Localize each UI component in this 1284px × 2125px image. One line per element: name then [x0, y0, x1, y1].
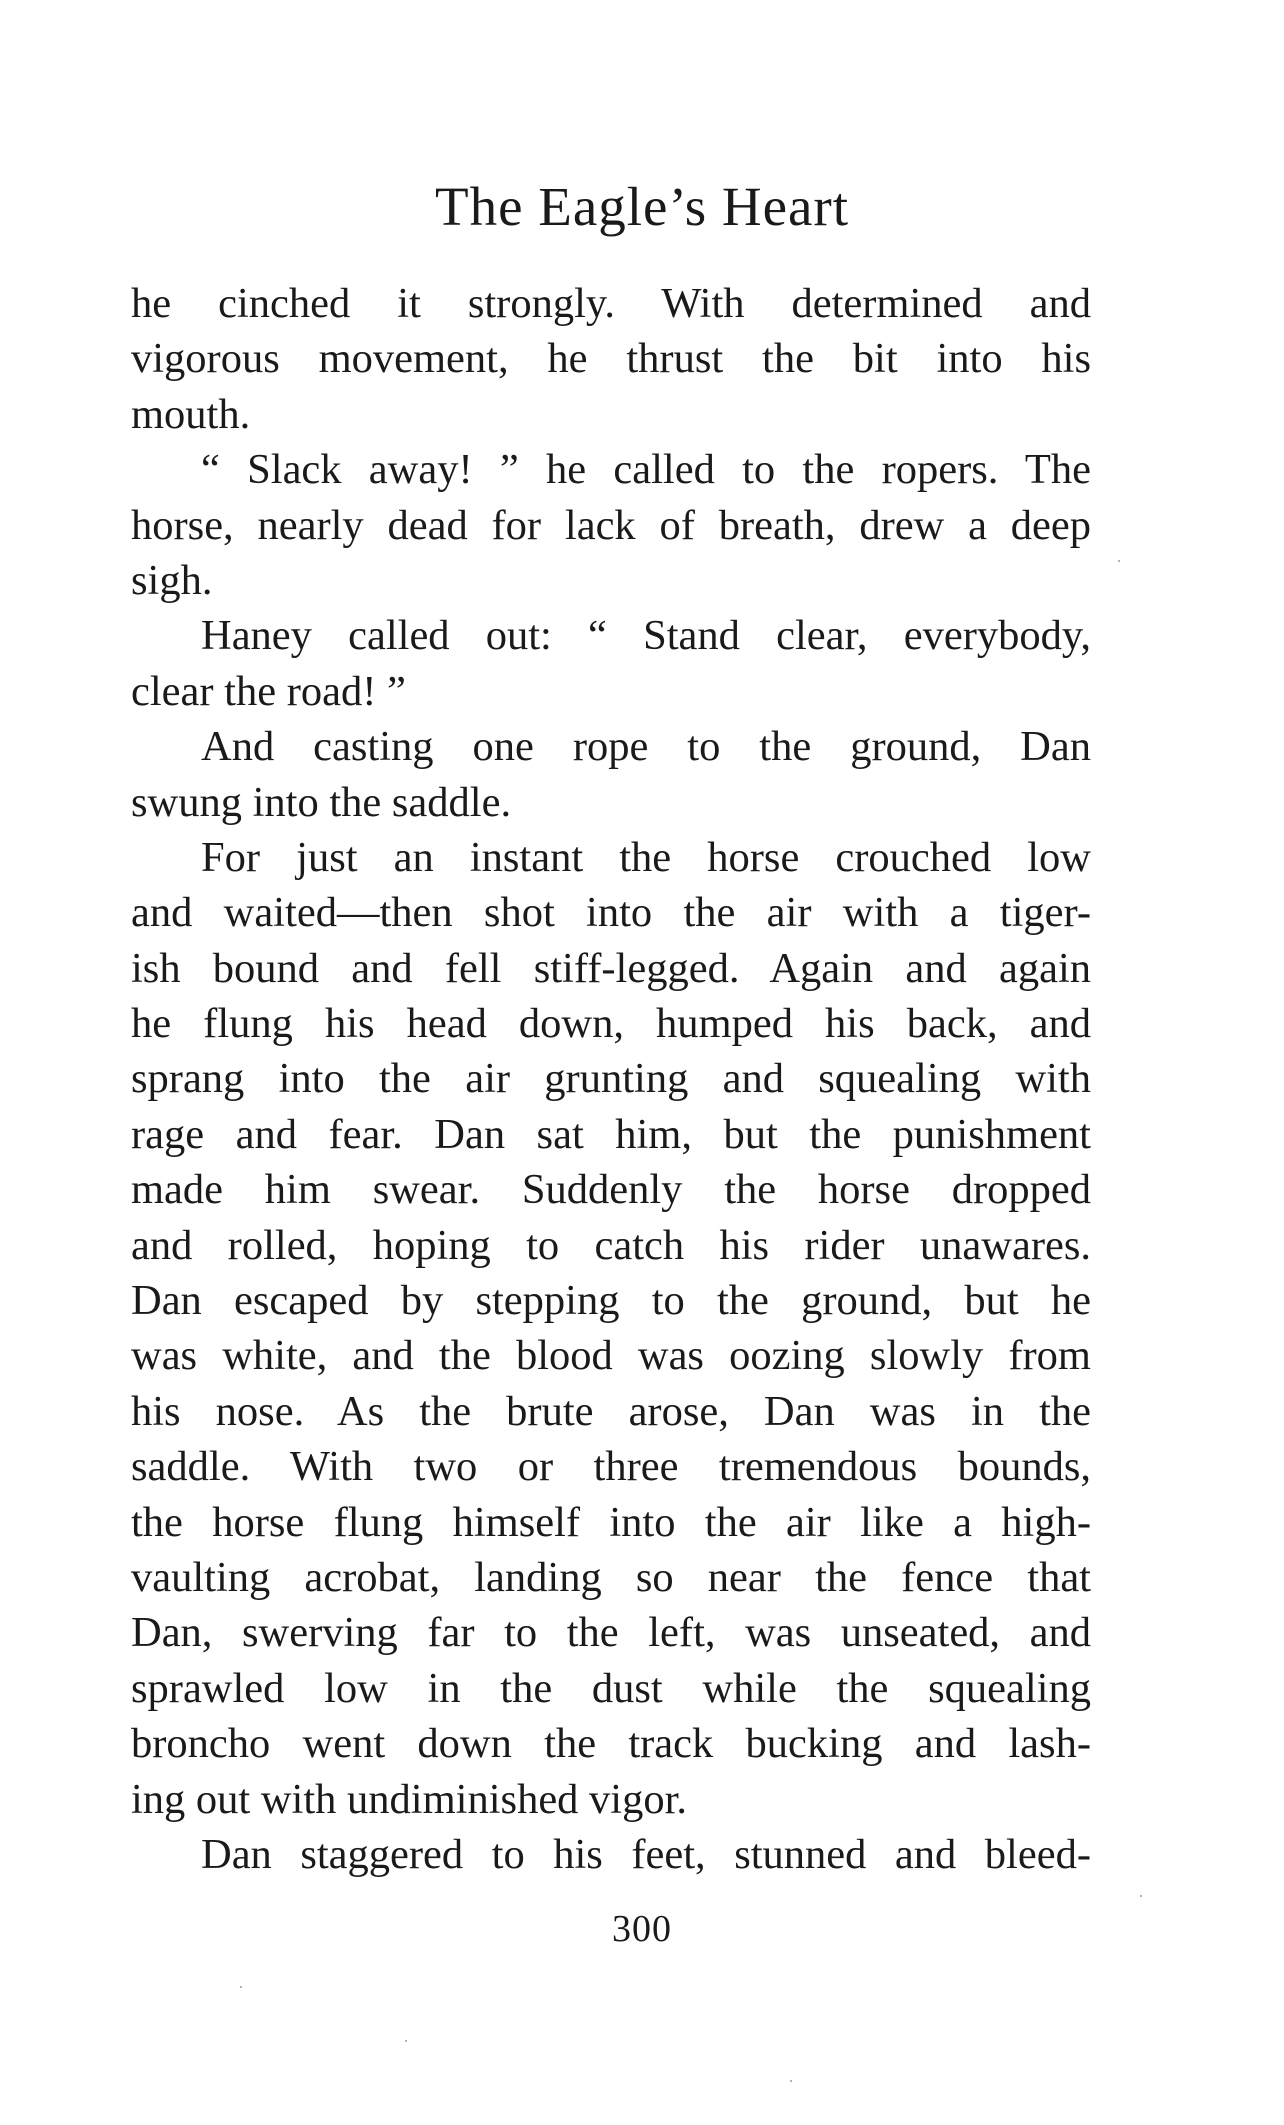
text-line: “ Slack away! ” he called to the ropers. The: [201, 446, 1091, 494]
text-line: saddle. With two or three tremendous bounds,: [131, 1443, 1091, 1491]
text-line: was white, and the blood was oozing slowly from: [131, 1332, 1091, 1380]
text-line: horse, nearly dead for lack of breath, drew a deep: [131, 501, 1091, 549]
text-line: Dan escaped by stepping to the ground, but he: [131, 1277, 1091, 1325]
text-line: and waited—then shot into the air with a tiger-: [131, 889, 1091, 937]
text-line: Dan staggered to his feet, stunned and bleed-: [201, 1830, 1091, 1878]
text-line: ing out with undiminished vigor.: [131, 1775, 688, 1823]
text-line: broncho went down the track bucking and lash-: [131, 1720, 1091, 1768]
text-line: vigorous movement, he thrust the bit into his: [131, 335, 1091, 383]
text-line: made him swear. Suddenly the horse dropped: [131, 1166, 1091, 1214]
text-line: he flung his head down, humped his back, and: [131, 1000, 1091, 1048]
text-line: his nose. As the brute arose, Dan was in the: [131, 1387, 1091, 1435]
text-line: For just an instant the horse crouched low: [201, 833, 1091, 881]
scan-speck: [1140, 1895, 1142, 1897]
text-line: Haney called out: “ Stand clear, everybody,: [201, 612, 1091, 660]
text-line: Dan, swerving far to the left, was unseated, and: [131, 1609, 1091, 1657]
text-line: he cinched it strongly. With determined and: [131, 280, 1091, 327]
text-line: sigh.: [131, 556, 213, 604]
text-line: mouth.: [131, 390, 251, 438]
text-line: ish bound and fell stiff-legged. Again and again: [131, 944, 1091, 992]
text-line: sprang into the air grunting and squealing with: [131, 1055, 1091, 1103]
text-line: rage and fear. Dan sat him, but the punishment: [131, 1110, 1091, 1158]
text-line: and rolled, hoping to catch his rider unawares.: [131, 1221, 1091, 1269]
text-line: swung into the saddle.: [131, 778, 512, 826]
page-number: 300: [612, 1908, 672, 1950]
body-text: [131, 276, 1091, 1882]
text-line: the horse flung himself into the air like a high-: [131, 1498, 1091, 1546]
running-title: The Eagle’s Heart: [434, 176, 850, 237]
text-line: sprawled low in the dust while the squealing: [131, 1664, 1091, 1712]
scan-speck: [405, 2040, 407, 2042]
text-line: clear the road! ”: [131, 667, 406, 715]
scan-speck: [790, 2080, 792, 2082]
scan-speck: [240, 1986, 242, 1988]
text-line: vaulting acrobat, landing so near the fence that: [131, 1553, 1091, 1601]
scan-speck: [1118, 560, 1120, 562]
text-line: And casting one rope to the ground, Dan: [201, 723, 1091, 771]
